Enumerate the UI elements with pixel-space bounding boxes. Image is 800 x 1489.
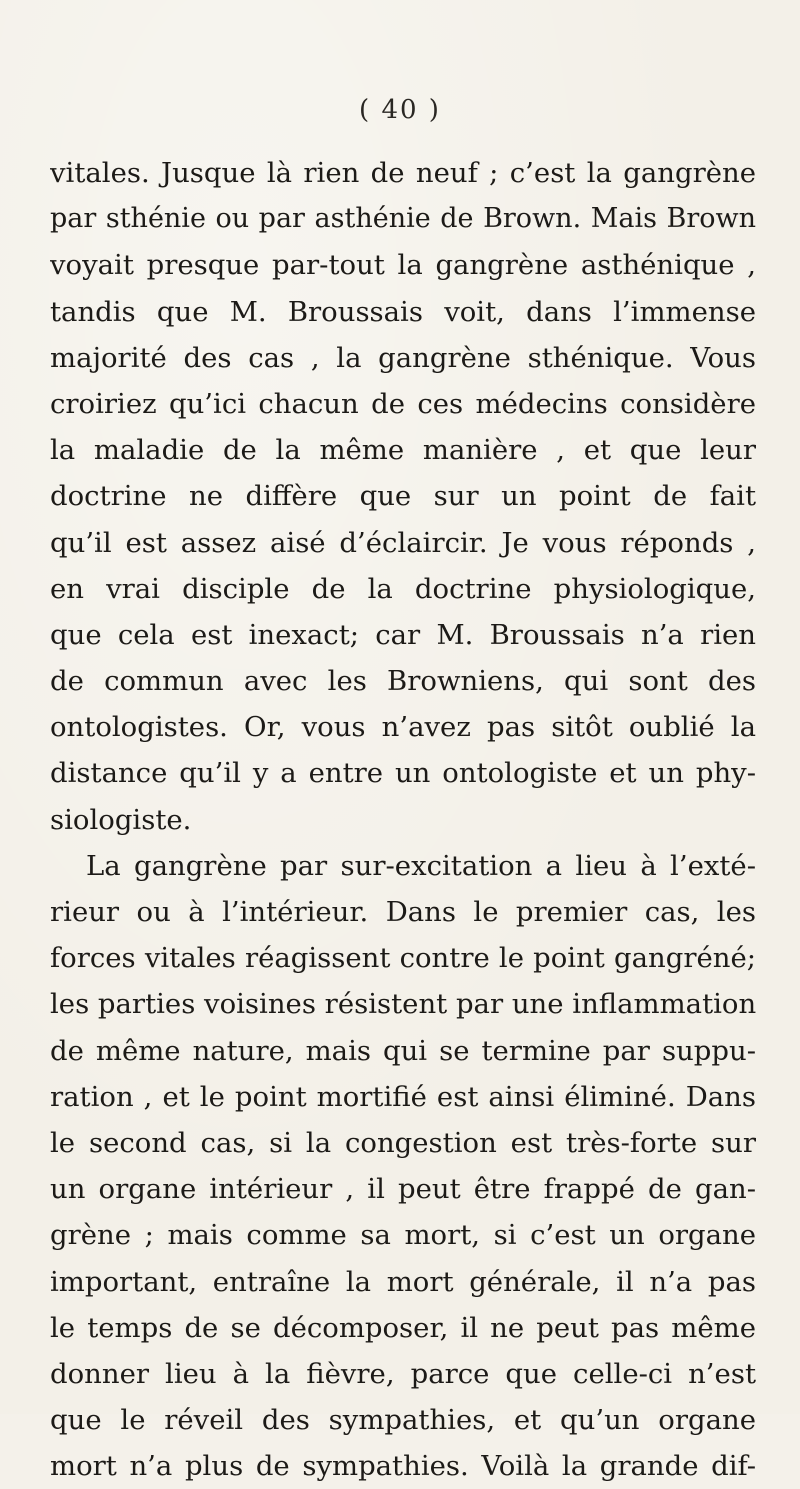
text-line: le temps de se décomposer, il ne peut pas même	[50, 1311, 756, 1344]
text-line: forces vitales réagissent contre le point gangréné;	[50, 942, 756, 975]
text-line: La gangrène par sur-excitation a lieu à l’exté-	[86, 849, 756, 882]
text-line: distance qu’il y a entre un ontologiste et un phy-	[50, 757, 756, 790]
text-line: rieur ou à l’intérieur. Dans le premier cas, les	[50, 896, 756, 928]
text-line: que cela est inexact; car M. Broussais n’a rien	[50, 618, 756, 651]
text-line: important, entraîne la mort générale, il n’a pas	[50, 1265, 756, 1298]
text-line: les parties voisines résistent par une inflammation	[50, 988, 756, 1021]
text-line: ration , et le point mortifié est ainsi éliminé. Dans	[50, 1080, 756, 1113]
text-line: la maladie de la même manière , et que leur	[50, 434, 756, 467]
text-line: que le réveil des sympathies, et qu’un organe	[50, 1404, 756, 1437]
page-number: ( 40 )	[359, 95, 441, 125]
text-line: grène ; mais comme sa mort, si c’est un organe	[50, 1219, 756, 1252]
text-line: doctrine ne diffère que sur un point de fait	[50, 480, 756, 513]
text-line: donner lieu à la fièvre, parce que celle-ci n’est	[50, 1357, 756, 1390]
body-text	[50, 150, 756, 1489]
text-line: par sthénie ou par asthénie de Brown. Mais Brown	[50, 203, 756, 235]
text-line: voyait presque par-tout la gangrène asthénique ,	[50, 249, 756, 282]
text-line: ontologistes. Or, vous n’avez pas sitôt oublié la	[50, 711, 756, 744]
text-line: le second cas, si la congestion est très-forte sur	[50, 1126, 756, 1159]
text-line: siologiste.	[50, 803, 192, 836]
text-line: de même nature, mais qui se termine par suppu-	[50, 1034, 756, 1067]
text-line: en vrai disciple de la doctrine physiologique,	[50, 572, 756, 605]
text-line: qu’il est assez aisé d’éclaircir. Je vous réponds ,	[50, 526, 756, 559]
text-line: vitales. Jusque là rien de neuf ; c’est la gangrène	[50, 157, 756, 189]
text-line: majorité des cas , la gangrène sthénique. Vous	[50, 341, 756, 374]
text-line: mort n’a plus de sympathies. Voilà la grande dif-	[50, 1450, 756, 1483]
text-line: tandis que M. Broussais voit, dans l’immense	[50, 295, 756, 328]
text-line: croiriez qu’ici chacun de ces médecins considère	[50, 387, 756, 420]
text-line: de commun avec les Browniens, qui sont des	[50, 665, 756, 698]
text-line: un organe intérieur , il peut être frappé de gan-	[50, 1173, 756, 1206]
